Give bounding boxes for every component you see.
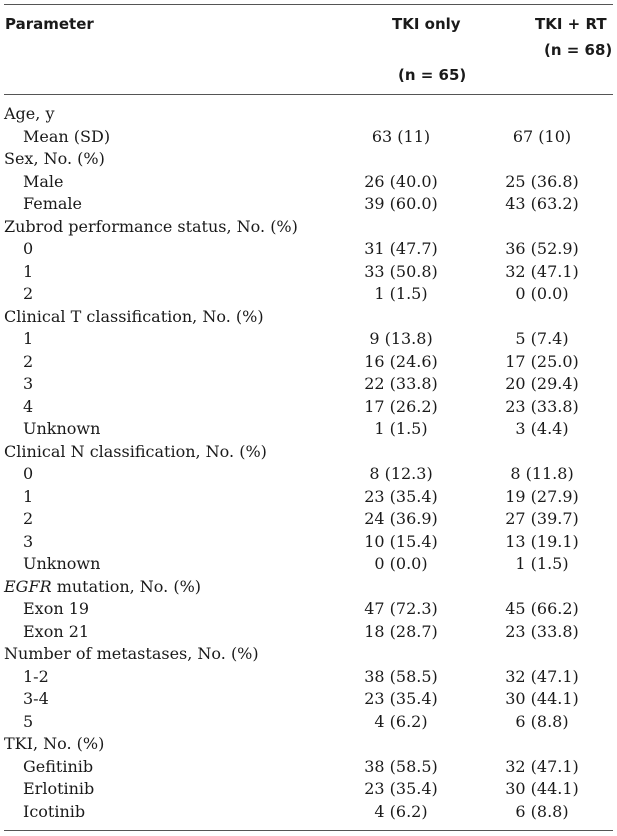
label-text: 0 [23, 239, 34, 259]
row-label [4, 531, 331, 554]
value-tki-only: 23 (35.4) [364, 689, 438, 709]
value-tki-only [331, 103, 471, 126]
row-label [4, 756, 331, 779]
label-text: Mean (SD) [23, 126, 111, 146]
table-row [4, 126, 613, 149]
table-row [4, 598, 613, 621]
row-label [4, 351, 331, 374]
row-label [4, 621, 331, 644]
value-tki-only: 33 (50.8) [364, 261, 438, 281]
value-tki-only: 0 (0.0) [374, 554, 428, 574]
value-tki-rt [471, 733, 613, 756]
group-label [4, 576, 331, 599]
label-text: Zubrod performance status, No. (%) [4, 216, 298, 236]
value-tki-only: 1 (1.5) [374, 419, 428, 439]
label-text: 1 [23, 486, 34, 506]
table-row [4, 193, 613, 216]
value-tki-only: 31 (47.7) [364, 239, 438, 259]
row-label [4, 418, 331, 441]
value-tki-only: 17 (26.2) [364, 396, 438, 416]
label-text: Clinical T classification, No. (%) [4, 306, 264, 326]
table-row [4, 778, 613, 801]
table-row [4, 801, 613, 824]
row-label [4, 598, 331, 621]
header-col1-n: (n = 65) [398, 66, 467, 84]
value-tki-only [331, 441, 471, 464]
table-row [4, 508, 613, 531]
table-row [4, 553, 613, 576]
value-tki-rt: 6 (8.8) [515, 711, 569, 731]
label-text: 4 [23, 396, 34, 416]
table-row [4, 621, 613, 644]
label-text: 1 [23, 261, 34, 281]
group-label [4, 216, 331, 239]
gene-name: EGFR [4, 576, 52, 596]
row-label [4, 508, 331, 531]
label-text: Unknown [23, 554, 101, 574]
value-tki-rt: 43 (63.2) [505, 194, 579, 214]
table-group-row [4, 733, 613, 756]
value-tki-only: 47 (72.3) [364, 599, 438, 619]
row-label [4, 801, 331, 824]
row-label [4, 463, 331, 486]
table-row [4, 261, 613, 284]
label-text: 3 [23, 531, 34, 551]
value-tki-only: 18 (28.7) [364, 621, 438, 641]
value-tki-rt [471, 441, 613, 464]
value-tki-only [331, 148, 471, 171]
value-tki-only: 38 (58.5) [364, 666, 438, 686]
value-tki-only: 63 (11) [371, 126, 431, 146]
value-tki-rt: 32 (47.1) [505, 756, 579, 776]
row-label [4, 373, 331, 396]
row-label [4, 126, 331, 149]
value-tki-rt: 32 (47.1) [505, 261, 579, 281]
value-tki-rt: 30 (44.1) [505, 689, 579, 709]
table-row [4, 328, 613, 351]
value-tki-rt: 1 (1.5) [515, 554, 569, 574]
table-row [4, 171, 613, 194]
row-label [4, 193, 331, 216]
value-tki-only [331, 643, 471, 666]
label-text: 0 [23, 464, 34, 484]
table-group-row [4, 643, 613, 666]
value-tki-rt: 5 (7.4) [515, 329, 569, 349]
value-tki-rt: 30 (44.1) [505, 779, 579, 799]
value-tki-rt: 17 (25.0) [505, 351, 579, 371]
table-row [4, 756, 613, 779]
value-tki-rt: 19 (27.9) [505, 486, 579, 506]
value-tki-rt: 67 (10) [512, 126, 572, 146]
header-col2-n: (n = 68) [544, 41, 613, 59]
table-bottom-rule [4, 830, 613, 831]
value-tki-rt: 6 (8.8) [515, 801, 569, 821]
table-row [4, 486, 613, 509]
value-tki-only: 16 (24.6) [364, 351, 438, 371]
table-row [4, 666, 613, 689]
value-tki-rt: 20 (29.4) [505, 374, 579, 394]
value-tki-only [331, 576, 471, 599]
value-tki-only: 26 (40.0) [364, 171, 438, 191]
group-label [4, 733, 331, 756]
value-tki-rt: 23 (33.8) [505, 621, 579, 641]
label-text: Erlotinib [23, 779, 95, 799]
header-col2-title: TKI + RT [535, 15, 607, 33]
label-text: 5 [23, 711, 34, 731]
value-tki-only [331, 733, 471, 756]
label-text: 1-2 [23, 666, 49, 686]
group-label [4, 103, 331, 126]
table-row [4, 396, 613, 419]
row-label [4, 778, 331, 801]
row-label [4, 396, 331, 419]
value-tki-rt: 32 (47.1) [505, 666, 579, 686]
row-label [4, 486, 331, 509]
value-tki-only: 1 (1.5) [374, 284, 428, 304]
value-tki-only: 39 (60.0) [364, 194, 438, 214]
value-tki-only: 10 (15.4) [364, 531, 438, 551]
value-tki-rt [471, 148, 613, 171]
value-tki-rt [471, 576, 613, 599]
label-text: TKI, No. (%) [4, 734, 105, 754]
label-text: Age, y [4, 104, 55, 124]
label-text: 2 [23, 509, 34, 529]
value-tki-rt [471, 306, 613, 329]
label-text: 2 [23, 351, 34, 371]
label-text: Unknown [23, 419, 101, 439]
value-tki-rt: 25 (36.8) [505, 171, 579, 191]
value-tki-only: 8 (12.3) [369, 464, 433, 484]
value-tki-rt [471, 103, 613, 126]
label-text: Sex, No. (%) [4, 149, 105, 169]
group-label [4, 441, 331, 464]
label-text: mutation, No. (%) [51, 576, 202, 596]
table-group-row [4, 148, 613, 171]
table-group-row [4, 216, 613, 239]
label-text: 3-4 [23, 689, 49, 709]
value-tki-rt: 36 (52.9) [505, 239, 579, 259]
table-row [4, 711, 613, 734]
table-group-row [4, 306, 613, 329]
table-row [4, 418, 613, 441]
label-text: Number of metastases, No. (%) [4, 644, 259, 664]
value-tki-only: 38 (58.5) [364, 756, 438, 776]
table-row [4, 238, 613, 261]
header-parameter: Parameter [5, 15, 94, 33]
value-tki-rt: 27 (39.7) [505, 509, 579, 529]
label-text: Clinical N classification, No. (%) [4, 441, 267, 461]
row-label [4, 553, 331, 576]
value-tki-only: 9 (13.8) [369, 329, 433, 349]
label-text: Exon 19 [23, 599, 90, 619]
row-label [4, 171, 331, 194]
label-text: Exon 21 [23, 621, 90, 641]
label-text: Icotinib [23, 801, 86, 821]
header-rule [4, 94, 613, 95]
table-group-row [4, 576, 613, 599]
row-label [4, 238, 331, 261]
header-col1-title: TKI only [392, 15, 461, 33]
label-text: Male [23, 171, 64, 191]
value-tki-rt [471, 216, 613, 239]
group-label [4, 148, 331, 171]
characteristics-table [4, 103, 613, 823]
value-tki-only [331, 306, 471, 329]
table-row [4, 463, 613, 486]
value-tki-rt: 45 (66.2) [505, 599, 579, 619]
table-row [4, 531, 613, 554]
row-label [4, 328, 331, 351]
value-tki-rt: 23 (33.8) [505, 396, 579, 416]
group-label [4, 643, 331, 666]
table-row [4, 351, 613, 374]
value-tki-rt: 0 (0.0) [515, 284, 569, 304]
value-tki-only [331, 216, 471, 239]
table-row [4, 373, 613, 396]
value-tki-only: 22 (33.8) [364, 374, 438, 394]
value-tki-only: 4 (6.2) [374, 801, 428, 821]
value-tki-only: 24 (36.9) [364, 509, 438, 529]
value-tki-only: 4 (6.2) [374, 711, 428, 731]
row-label [4, 261, 331, 284]
value-tki-rt [471, 643, 613, 666]
table-body [4, 103, 613, 823]
value-tki-rt: 8 (11.8) [510, 464, 574, 484]
label-text: 2 [23, 284, 34, 304]
value-tki-rt: 3 (4.4) [515, 419, 569, 439]
label-text: Female [23, 194, 82, 214]
value-tki-only: 23 (35.4) [364, 486, 438, 506]
table-group-row [4, 103, 613, 126]
table-row [4, 688, 613, 711]
label-text: 3 [23, 374, 34, 394]
table-row [4, 283, 613, 306]
value-tki-rt: 13 (19.1) [505, 531, 579, 551]
group-label [4, 306, 331, 329]
table-group-row [4, 441, 613, 464]
row-label [4, 666, 331, 689]
table-top-rule [4, 4, 613, 5]
row-label [4, 283, 331, 306]
label-text: 1 [23, 329, 34, 349]
row-label [4, 688, 331, 711]
row-label [4, 711, 331, 734]
value-tki-only: 23 (35.4) [364, 779, 438, 799]
label-text: Gefitinib [23, 756, 94, 776]
